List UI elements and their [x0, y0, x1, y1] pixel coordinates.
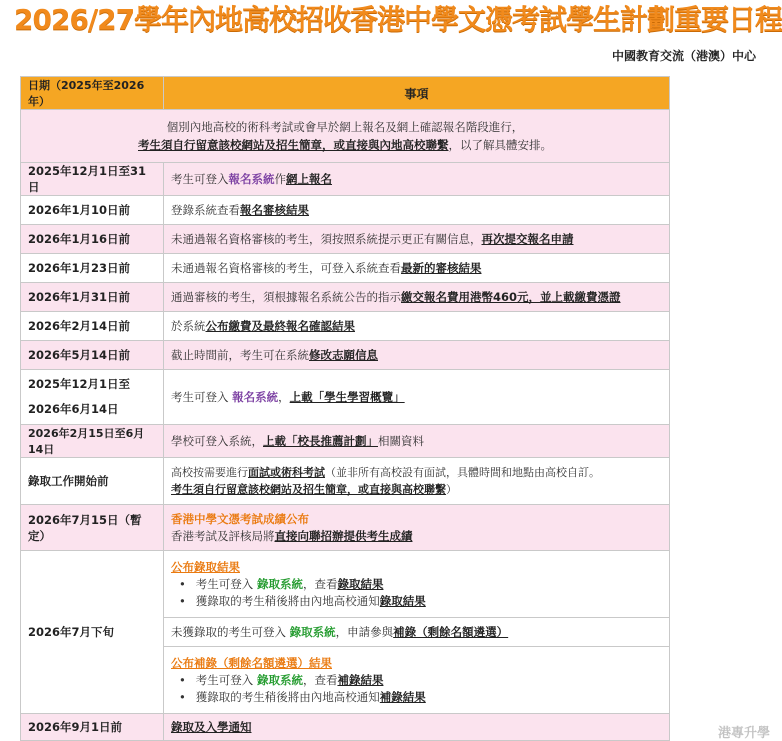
table-header-row	[21, 77, 670, 110]
page-title: 2026/27學年內地高校招收香港中學文憑考試學生計劃重要日程	[14, 3, 782, 36]
table-row: 2026年1月16日前 未通過報名資格審核的考生，須按照系統提示更正有關信息，再次提交報名申請	[21, 225, 670, 254]
table-row: 2026年1月10日前 登錄系統查看報名審核結果	[21, 196, 670, 225]
organization-name: 中國教育交流（港澳）中心	[611, 49, 756, 63]
table-row: 2026年5月14日前 截止時間前，考生可在系統修改志願信息	[21, 341, 670, 370]
table-row: 2025年12月1日至 2026年6月14日 考生可登入 報名系統，上載「學生學習概覽」	[21, 370, 670, 425]
header-date: 日期（2025年至2026年）	[21, 77, 164, 110]
table-row: 2026年2月14日前 於系統公布繳費及最終報名確認結果	[21, 312, 670, 341]
table-row: 2026年2月15日至6月14日 學校可登入系統，上載「校長推薦計劃」相關資料	[21, 425, 670, 458]
schedule-table	[20, 76, 670, 741]
table-row: 2026年1月31日前 通過審核的考生，須根據報名系統公告的指示繳交報名費用港幣460元，並上載繳費憑證	[21, 283, 670, 312]
table-row: 2026年7月15日（暫定） 香港中學文憑考試成績公布 香港考試及評核局將直接向聯招辦提供考生成績	[21, 505, 670, 551]
table-row: 錄取工作開始前 高校按需要進行面試或術科考試（並非所有高校設有面試，具體時間和地點由高校自訂。 考生須自行留意該校網站及招生簡章，或直接與高校聯繫）	[21, 458, 670, 505]
table-row: 2026年1月23日前 未通過報名資格審核的考生，可登入系統查看最新的審核結果	[21, 254, 670, 283]
table-row: 2026年7月下旬 公布錄取結果 • 考生可登入 錄取系統，查看錄取結果 • 獲錄取的考生稍後將由內地高校通知錄取結果	[21, 551, 670, 618]
intro-cell: 個別內地高校的術科考試或會早於網上報名及網上確認報名階段進行， 考生須自行留意該校網站及招生簡章，或直接與內地高校聯繫，以了解具體安排。	[21, 110, 670, 163]
table-row: 公布補錄（剩餘名額遴選）結果 • 考生可登入 錄取系統，查看補錄結果 • 獲錄取的考生稍後將由內地高校通知補錄結果	[21, 647, 670, 714]
table-row: 2025年12月1日至31日 考生可登入報名系統作網上報名	[21, 163, 670, 196]
watermark: 港專升學	[717, 726, 770, 741]
table-row: 未獲錄取的考生可登入 錄取系統，申請參與補錄（剩餘名額遴選）	[21, 618, 670, 647]
intro-row	[21, 110, 670, 163]
header-item: 事項	[164, 77, 670, 110]
table-row: 2026年9月1日前 錄取及入學通知	[21, 714, 670, 741]
